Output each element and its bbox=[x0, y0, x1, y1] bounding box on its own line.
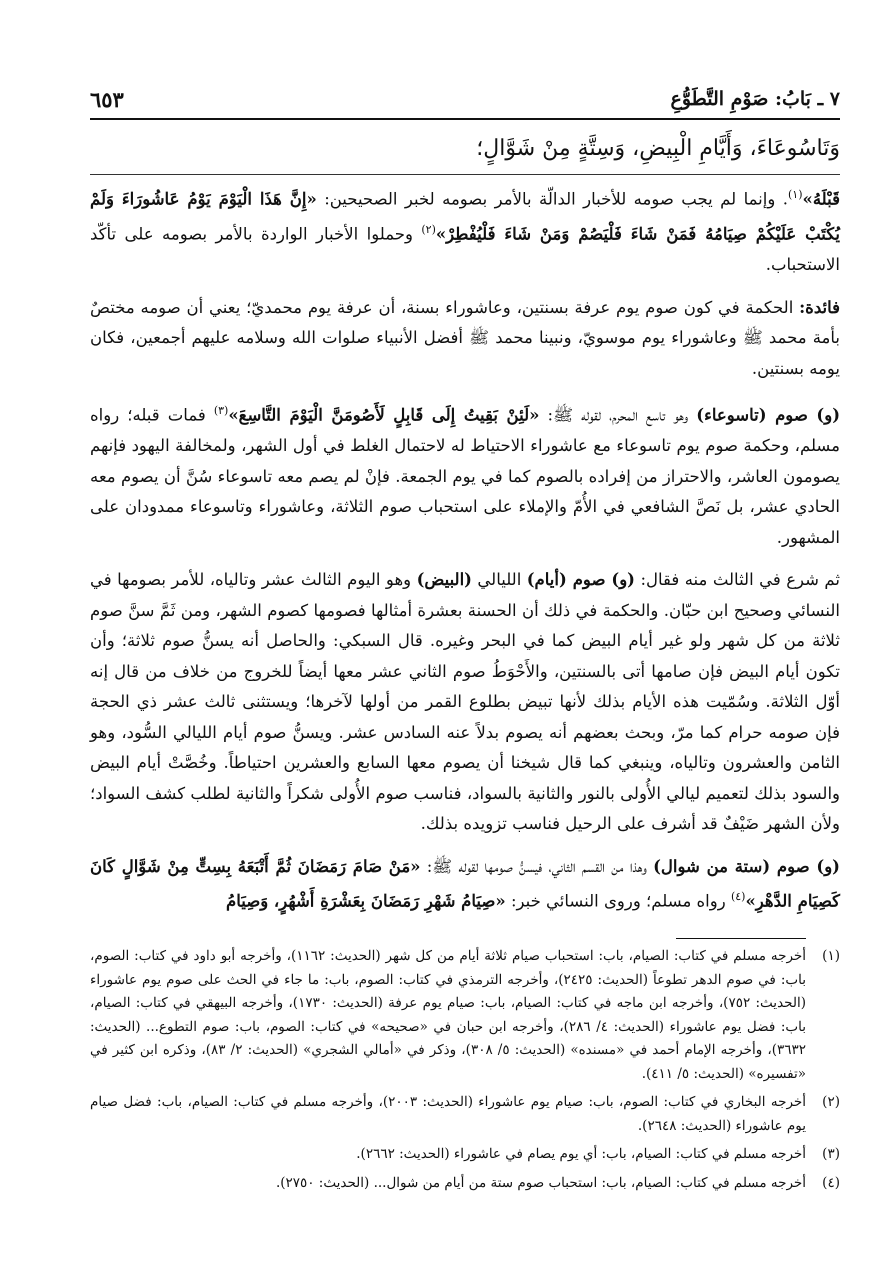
footnote-text: أخرجه مسلم في كتاب: الصيام، باب: استحباب صيام ثلاثة أيام من كل شهر (الحديث: ١١٦٢)، وأخرجه أبو داود في كتاب: الصوم، باب: في صوم الدهر تطوعاً (الحديث: ٢٤٢٥)، وأخرجه الترمذي في كتاب: الصوم، باب: ما جاء في الحث على صوم يوم عاشوراء (الحديث: ٧٥٢)، وأخرجه ابن ماجه في كتاب: الصيام، باب: صيام يوم عرفة (الحديث: ١٧٣٠)، وأخرجه البيهقي في كتاب: الصيام، باب: فضل يوم عاشوراء (الحديث: ٤/ ٢٨٦)، وأخرجه ابن حبان في «صحيحه» في كتاب: الصوم، باب: صوم التطوع... (الحديث: ٣٦٣٢)، وأخرجه الإمام أحمد في «مسنده» (الحديث: ٥/ ٣٠٨)، وذكر في «أمالي الشجري» (الحديث: ٢/ ٨٣)، وذكره ابن كثير في «تفسيره» (الحديث: ٥/ ٤١١). bbox=[90, 948, 806, 1082]
footnote-ref: (٣) bbox=[213, 404, 229, 417]
bold-text: (و) صوم (ستة من شوال) bbox=[653, 856, 840, 876]
matn-text: وَتَاسُوعَاءَ، وَأَيَّامِ الْبِيضِ، وَسِتَّةٍ مِنْ شَوَّالٍ؛ bbox=[90, 124, 840, 175]
paragraph bbox=[90, 293, 840, 385]
footnote-item bbox=[90, 1091, 840, 1138]
text-run: وهو اليوم الثالث عشر وتالياه، للأمر بصومها في النسائي وصحيح ابن حبّان. والحكمة في ذلك أن الحسنة بعشرة أمثالها فصومها كصوم الشهر، ومن ثَمَّ سنَّ صوم ثلاثة من كل شهر ولو غير أيام البيض كما في البحر وغيره. قال السبكي: والحاصل أنه يسنُّ صوم ثلاثة؛ وأن تكون أيام البيض فإن صامها أتى بالسنتين، والأَحْوَطُ صوم الثاني عشر معها أيضاً للخروج من خلاف من قال إنه أوّل الثلاثة. وسُمّيت هذه الأيام بذلك لأنها تبيض بطلوع القمر من أولها لآخرها؛ ويستثنى ثالث عشر ذي الحجة فإن صومه حرام كما مرّ، وبحث بعضهم أنه يصوم بدلاً عنه السادس عشر. ويسنُّ صوم أيام الليالي السُّود، وهو الثامن والعشرون وتالياه، وينبغي كما قال شيخنا أن يصوم معها السابع والعشرين احتياطاً. وخُصَّتْ أيام البيض والسود بذلك لتعميم ليالي الأُولى بالنور والثانية بالسواد، فناسب صوم الأُولى شكراً والثانية لطلب كشف السواد؛ ولأن الشهر ضَيْفٌ قد أشرف على الرحيل فناسب تزويده بذلك. bbox=[90, 570, 840, 833]
bold-text: «مَنْ صَامَ رَمَضَانَ ثُمَّ أَتْبَعَهُ بِسِتٍّ مِنْ شَوَّالٍ كَانَ كَصِيَامِ الدَّهْرِ» bbox=[90, 856, 840, 911]
footnote-ref: (٢) bbox=[421, 223, 436, 236]
footnote-number: (٤) bbox=[822, 1174, 840, 1191]
bold-text: «إِنَّ هَذَا الْيَوْمَ يَوْمُ عَاشُورَاءَ وَلَمْ يُكْتَبْ عَلَيْكُمْ صِيَامُهُ فَمَنْ شَاءَ فَلْيَصُمْ وَمَنْ شَاءَ فَلْيُفْطِرْ» bbox=[90, 189, 840, 244]
text-run: الليالي bbox=[471, 570, 527, 589]
footnote-ref: (٤) bbox=[730, 890, 746, 903]
footnotes bbox=[90, 945, 840, 1200]
paragraph bbox=[90, 565, 840, 840]
text-run: وهذا من القسم الثاني، فيسنُّ صومها لقوله ﷺ: bbox=[420, 856, 654, 876]
text-run: فمات قبله؛ رواه مسلم، وحكمة صوم يوم تاسوعاء مع عاشوراء الاحتياط له لاحتمال الغلط في أول الشهر، ولمخالفة اليهود فإنهم يصومون العاشر، والاحتراز من إفراده بالصوم كما في يوم الجمعة. فإنْ لم يصم معه تاسوعاء سُنَّ أن يصوم معه الحادي عشر، بل نَصَّ الشافعي في الأُمّ والإملاء على استحباب صوم الثلاثة، وعاشوراء وتاسوعاء ممدودان على المشهور. bbox=[90, 405, 840, 547]
footnote-ref: (١) bbox=[787, 188, 803, 201]
footnote-divider bbox=[676, 938, 806, 939]
footnote-number: (٣) bbox=[822, 1146, 840, 1162]
bold-text: (البيض) bbox=[416, 570, 472, 589]
footnote-number: (٢) bbox=[822, 1094, 840, 1110]
bold-text: «لَئِنْ بَقِيتُ إِلَى قَابِلٍ لَأَصُومَنَّ الْيَوْمَ التَّاسِعَ» bbox=[228, 405, 540, 425]
text-run: وهو تاسع المحرم، لقوله ﷺ: bbox=[539, 405, 697, 425]
bold-text: «صِيَامُ شَهْرِ رَمَضَانَ بِعَشْرَةِ أَشْهُرٍ، وَصِيَامُ bbox=[225, 891, 506, 911]
bold-text: (و) صوم (تاسوعاء) bbox=[696, 405, 840, 425]
footnote-item bbox=[90, 1172, 840, 1196]
text-run: وحملوا الأخبار الواردة بالأمر بصومه على تأكّد الاستحباب. bbox=[90, 224, 840, 274]
page-header bbox=[90, 80, 840, 120]
text-run: رواه مسلم؛ وروى النسائي خبر: bbox=[505, 891, 731, 911]
footnote-text: أخرجه البخاري في كتاب: الصوم، باب: صيام يوم عاشوراء (الحديث: ٢٠٠٣)، وأخرجه مسلم في كتاب: الصيام، باب: فضل صيام يوم عاشوراء (الحديث: ٢٦٤٨). bbox=[90, 1094, 806, 1134]
footnote-text: أخرجه مسلم في كتاب: الصيام، باب: أي يوم يصام في عاشوراء (الحديث: ٢٦٦٢). bbox=[356, 1146, 806, 1162]
text-run: ثم شرع في الثالث منه فقال: bbox=[635, 570, 840, 589]
commentary-body bbox=[90, 180, 840, 929]
chapter-title: ٧ ـ بَابُ: صَوْمِ التَّطَوُّعِ bbox=[670, 88, 840, 110]
bold-text: (و) صوم (أيام) bbox=[526, 570, 635, 589]
paragraph bbox=[90, 180, 840, 281]
paragraph bbox=[90, 852, 840, 918]
bold-text: قَبْلَهُ» bbox=[802, 189, 840, 209]
paragraph bbox=[90, 396, 840, 553]
footnote-item bbox=[90, 945, 840, 1086]
text-run: . وإنما لم يجب صومه للأخبار الدالّة بالأمر بصومه لخبر الصحيحين: bbox=[316, 189, 788, 209]
text-run: الحكمة في كون صوم يوم عرفة بسنتين، وعاشوراء بسنة، أن عرفة يوم محمديّ؛ يعني أن صومه مختصٌ بأمة محمد ﷺ وعاشوراء يوم موسويّ، ونبينا محمد ﷺ أفضل الأنبياء صلوات الله وسلامه عليهم أجمعين، فكان يومه بسنتين. bbox=[90, 297, 840, 378]
footnote-item bbox=[90, 1143, 840, 1167]
bold-text: فائدة: bbox=[799, 297, 840, 317]
footnote-text: أخرجه مسلم في كتاب: الصيام، باب: استحباب صوم ستة من أيام من شوال... (الحديث: ٢٧٥٠). bbox=[275, 1174, 806, 1191]
page-number: ٦٥٣ bbox=[90, 86, 124, 112]
footnote-number: (١) bbox=[822, 948, 840, 964]
